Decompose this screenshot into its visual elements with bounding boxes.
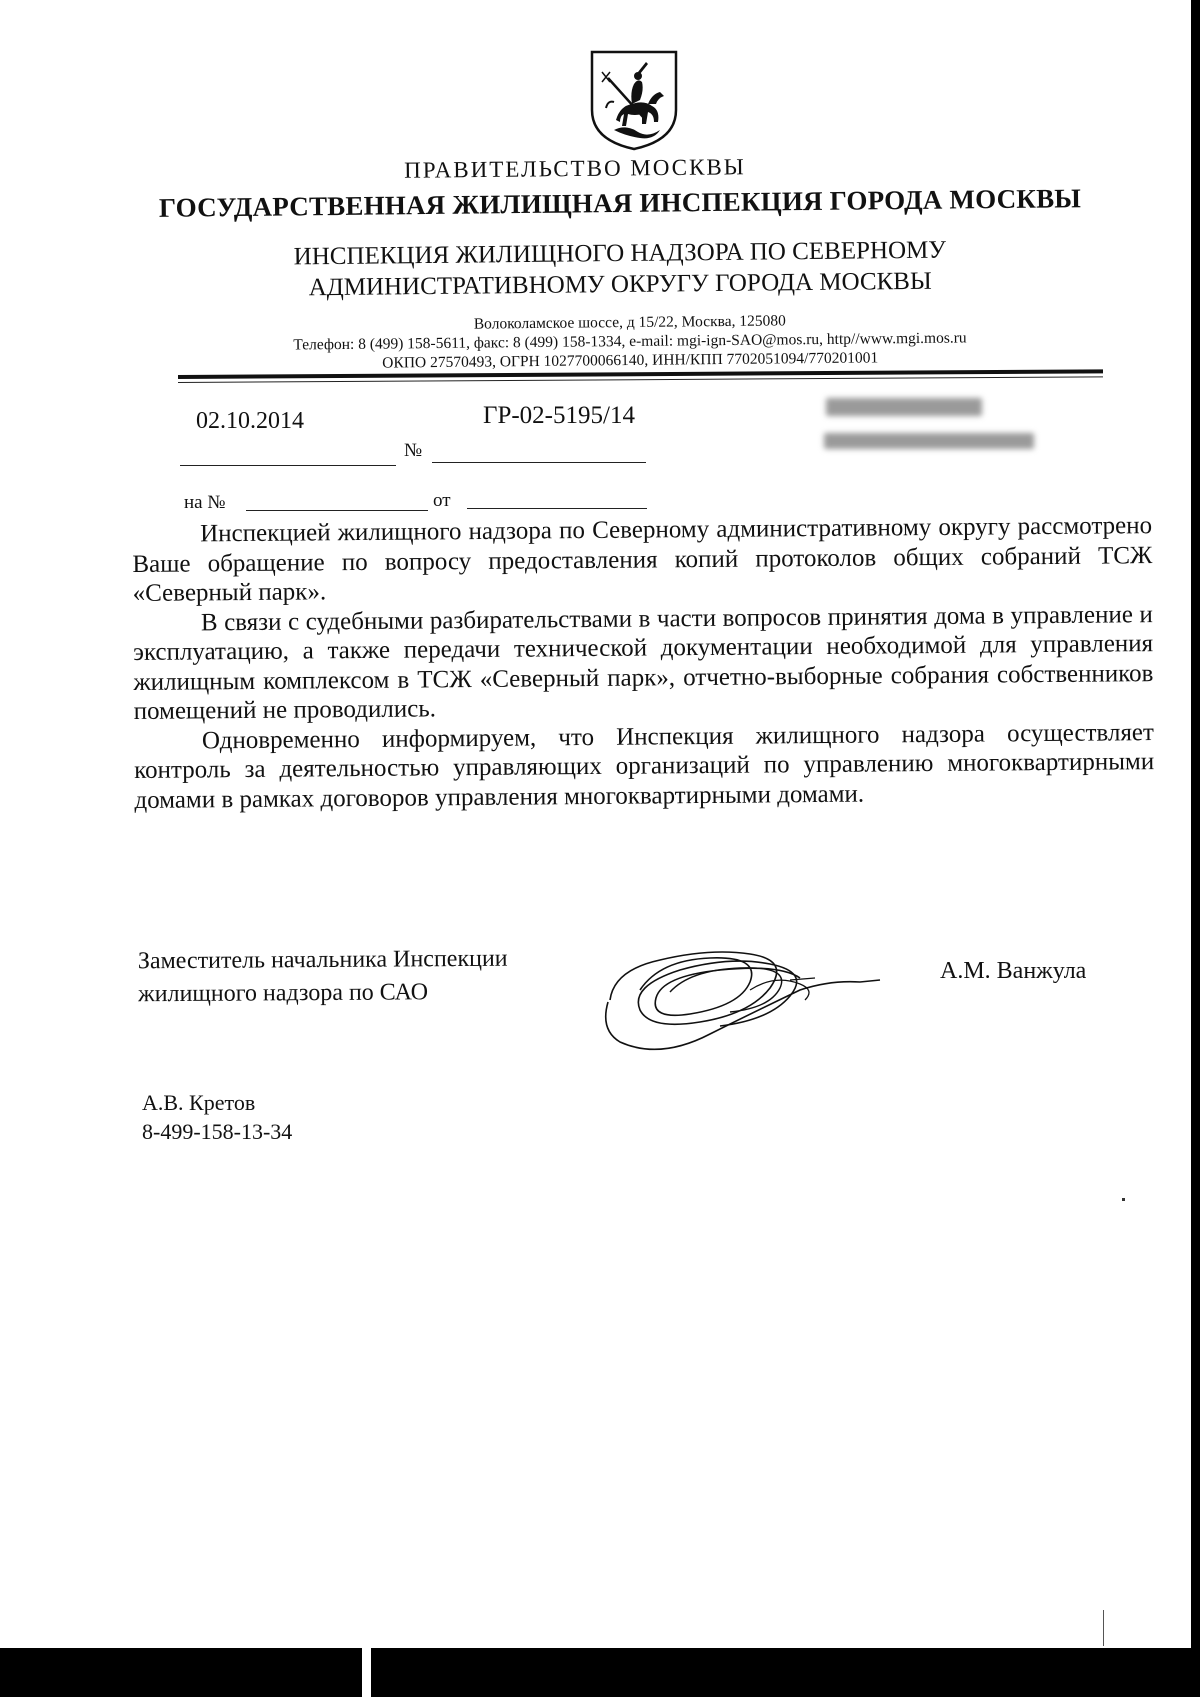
reply-date-label: от bbox=[433, 490, 451, 511]
letter-number: ГР-02-5195/14 bbox=[483, 402, 635, 429]
handwritten-signature bbox=[600, 930, 900, 1060]
executor-phone: 8-499-158-13-34 bbox=[142, 1119, 293, 1144]
body-paragraph: Инспекцией жилищного надзора по Северному административному округу рассмотрено Ваше обращение по вопросу предоставления копий протоколов общих собраний ТСЖ «Северный парк». bbox=[132, 512, 1153, 607]
address: Волоколамское шоссе, д 15/22, Москва, 125080 bbox=[473, 312, 786, 333]
moscow-coat-of-arms-icon bbox=[586, 48, 682, 152]
redacted-recipient-line1 bbox=[826, 398, 982, 416]
scan-bottom-gap bbox=[362, 1648, 371, 1697]
signatory-position-line2: жилищного надзора по САО bbox=[138, 979, 429, 1008]
number-label: № bbox=[404, 440, 423, 461]
scan-edge-bottom bbox=[0, 1648, 1200, 1697]
redacted-recipient-line2 bbox=[824, 433, 1034, 449]
body-paragraph: В связи с судебными разбирательствами в части вопросов принятия дома в управление и эксплуатацию, а также передачи технической документации необходимой для управления жилищным комплексом в ТСЖ «Северный парк», отчетно-выборные собрания собственников помещений не проводились. bbox=[133, 600, 1154, 725]
reply-number-label: на № bbox=[184, 492, 226, 513]
scan-edge-right bbox=[1191, 0, 1200, 1697]
registry-codes: ОКПО 27570493, ОГРН 1027700066140, ИНН/КПП 7702051094/770201001 bbox=[382, 349, 879, 372]
agency-title: ГОСУДАРСТВЕННАЯ ЖИЛИЩНАЯ ИНСПЕКЦИЯ ГОРОДА МОСКВЫ bbox=[158, 183, 1082, 223]
contact-info bbox=[160, 308, 1101, 375]
division-title-line1: ИНСПЕКЦИЯ ЖИЛИЩНОГО НАДЗОРА ПО СЕВЕРНОМУ bbox=[293, 236, 947, 271]
body-paragraph: Одновременно информируем, что Инспекция жилищного надзора осуществляет контроль за деятельностью управляющих организаций по управлению многоквартирными домами в рамках договоров управления многоквартирными домами. bbox=[134, 718, 1155, 814]
scan-speck bbox=[1122, 1198, 1125, 1201]
number-blank-line bbox=[432, 462, 646, 463]
division-title-line2: АДМИНИСТРАТИВНОМУ ОКРУГУ ГОРОДА МОСКВЫ bbox=[308, 267, 932, 302]
reply-date-blank-line bbox=[467, 508, 647, 509]
date-blank-line bbox=[180, 465, 396, 466]
executor-name: А.В. Кретов bbox=[142, 1090, 256, 1115]
letter-body bbox=[132, 511, 1155, 815]
scan-tick bbox=[1103, 1610, 1104, 1646]
government-title: ПРАВИТЕЛЬСТВО МОСКВЫ bbox=[404, 154, 746, 183]
signatory-position-line1: Заместитель начальника Инспекции bbox=[137, 945, 508, 975]
executor-info bbox=[142, 1088, 292, 1146]
division-title bbox=[200, 234, 1041, 305]
phone-fax-email: Телефон: 8 (499) 158-5611, факс: 8 (499) 158-1334, e-mail: mgi-ign-SAO@mos.ru, http//www.mgi.mos.ru bbox=[293, 329, 967, 354]
letter-date: 02.10.2014 bbox=[196, 408, 304, 434]
reply-number-blank-line bbox=[246, 510, 428, 511]
signatory-position bbox=[138, 943, 508, 1012]
signatory-name: А.М. Ванжула bbox=[940, 958, 1087, 984]
